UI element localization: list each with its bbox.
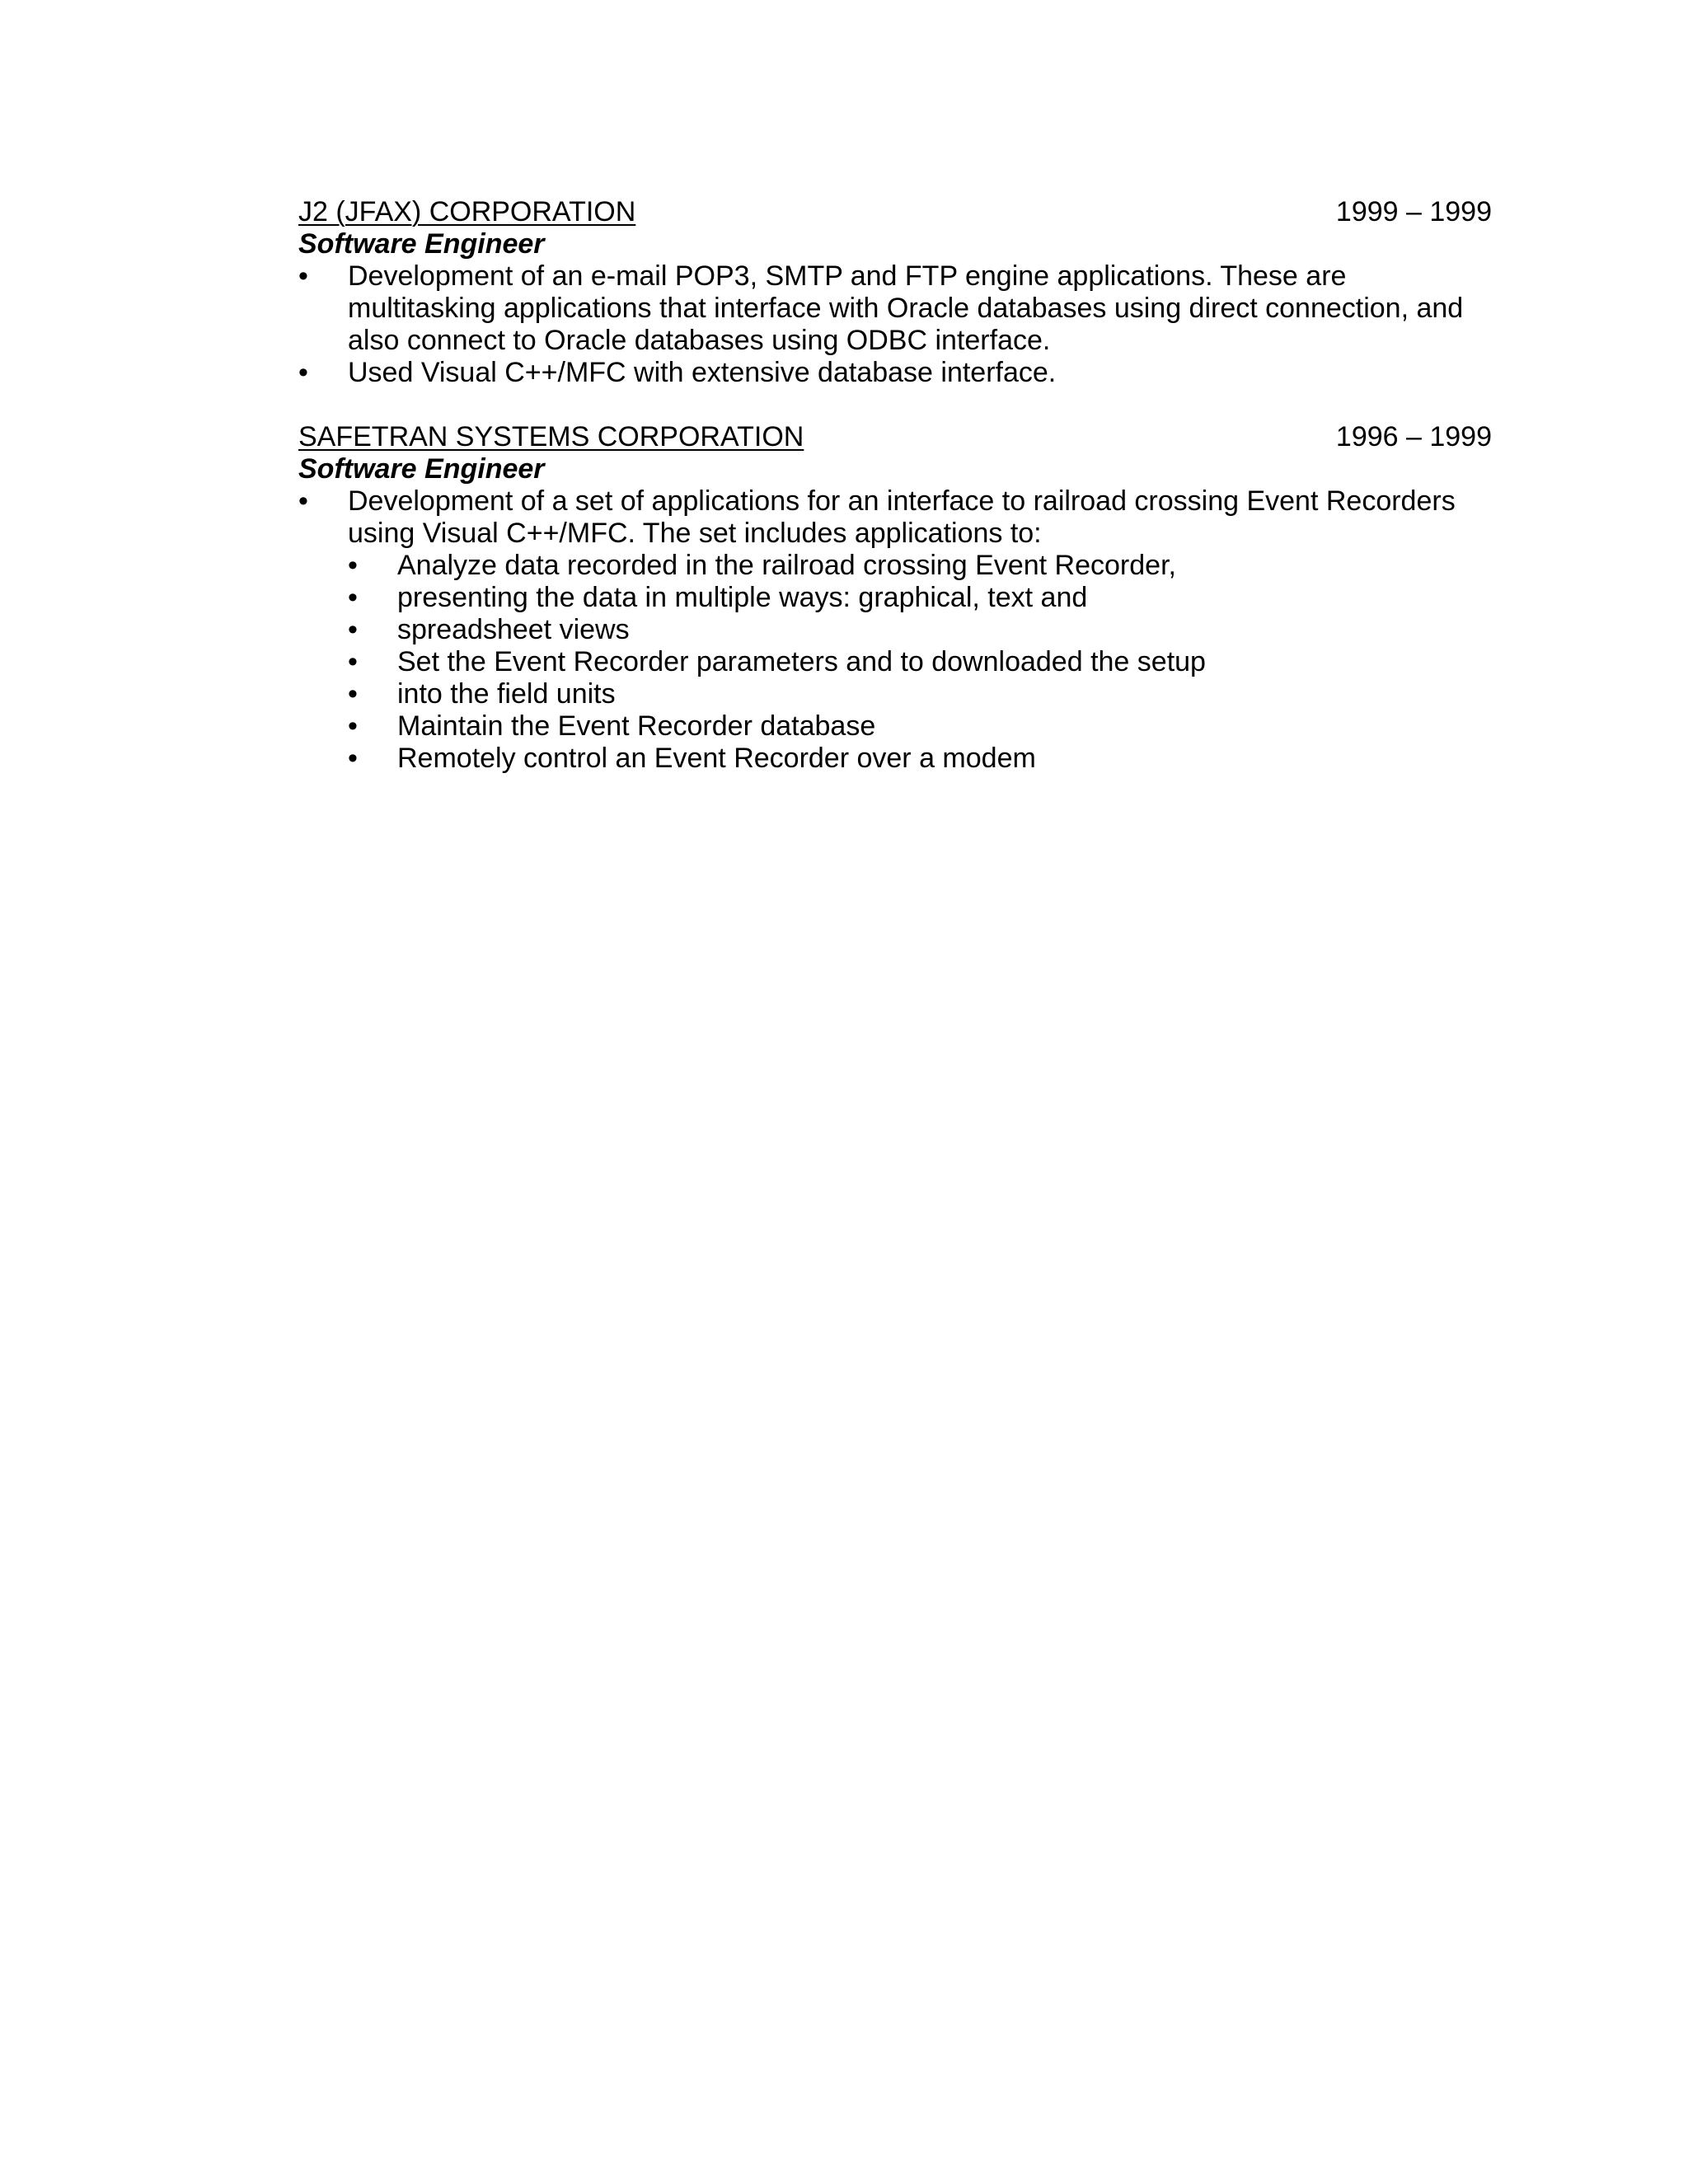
job-header [298, 421, 1492, 453]
sub-list-item [348, 710, 1492, 743]
sub-list-item [348, 614, 1492, 646]
sub-list-item-text: Maintain the Event Recorder database [397, 710, 876, 742]
sub-list-item [348, 582, 1492, 614]
company-name: SAFETRAN SYSTEMS CORPORATION [298, 421, 804, 452]
list-item [298, 357, 1492, 389]
sub-list-item-text: spreadsheet views [397, 614, 630, 645]
bullet-icon: • [298, 260, 308, 292]
job-entry-j2 [298, 196, 1492, 389]
job-title: Software Engineer [298, 453, 545, 485]
bullet-icon: • [348, 550, 358, 581]
experience-section [298, 196, 1492, 775]
job-entry-safetran [298, 421, 1492, 775]
responsibility-list [298, 260, 1492, 389]
sub-responsibility-list [298, 550, 1492, 775]
sub-list-item [348, 550, 1492, 582]
bullet-icon: • [348, 678, 358, 710]
bullet-icon: • [298, 485, 308, 517]
employment-dates: 1999 – 1999 [1335, 196, 1492, 227]
bullet-icon: • [298, 357, 308, 388]
sub-list-item [348, 646, 1492, 678]
sub-list-item-text: Remotely control an Event Recorder over a modem [397, 743, 1036, 774]
sub-list-item [348, 678, 1492, 710]
sub-list-item [348, 743, 1492, 775]
list-item-text: Development of an e-mail POP3, SMTP and FTP engine applications. These are multitasking applications that interface with Oracle databases using direct connection, and also connect to Oracle databases using ODBC interface. [348, 260, 1464, 356]
bullet-icon: • [348, 743, 358, 774]
list-item [298, 260, 1492, 357]
bullet-icon: • [348, 710, 358, 742]
list-item [298, 485, 1492, 550]
sub-list-item-text: Set the Event Recorder parameters and to downloaded the setup [397, 646, 1206, 677]
sub-list-item-text: Analyze data recorded in the railroad crossing Event Recorder, [397, 550, 1176, 581]
job-title: Software Engineer [298, 228, 545, 260]
company-name: J2 (JFAX) CORPORATION [298, 196, 636, 227]
employment-dates: 1996 – 1999 [1335, 421, 1492, 452]
job-header [298, 196, 1492, 228]
sub-list-item-text: presenting the data in multiple ways: graphical, text and [397, 582, 1088, 613]
sub-list-item-text: into the field units [397, 678, 616, 710]
responsibility-list [298, 485, 1492, 550]
list-item-text: Development of a set of applications for an interface to railroad crossing Event Recorders using Visual C++/MFC. The set includes applications to: [348, 485, 1456, 549]
bullet-icon: • [348, 614, 358, 645]
bullet-icon: • [348, 646, 358, 677]
bullet-icon: • [348, 582, 358, 613]
list-item-text: Used Visual C++/MFC with extensive database interface. [348, 357, 1057, 388]
